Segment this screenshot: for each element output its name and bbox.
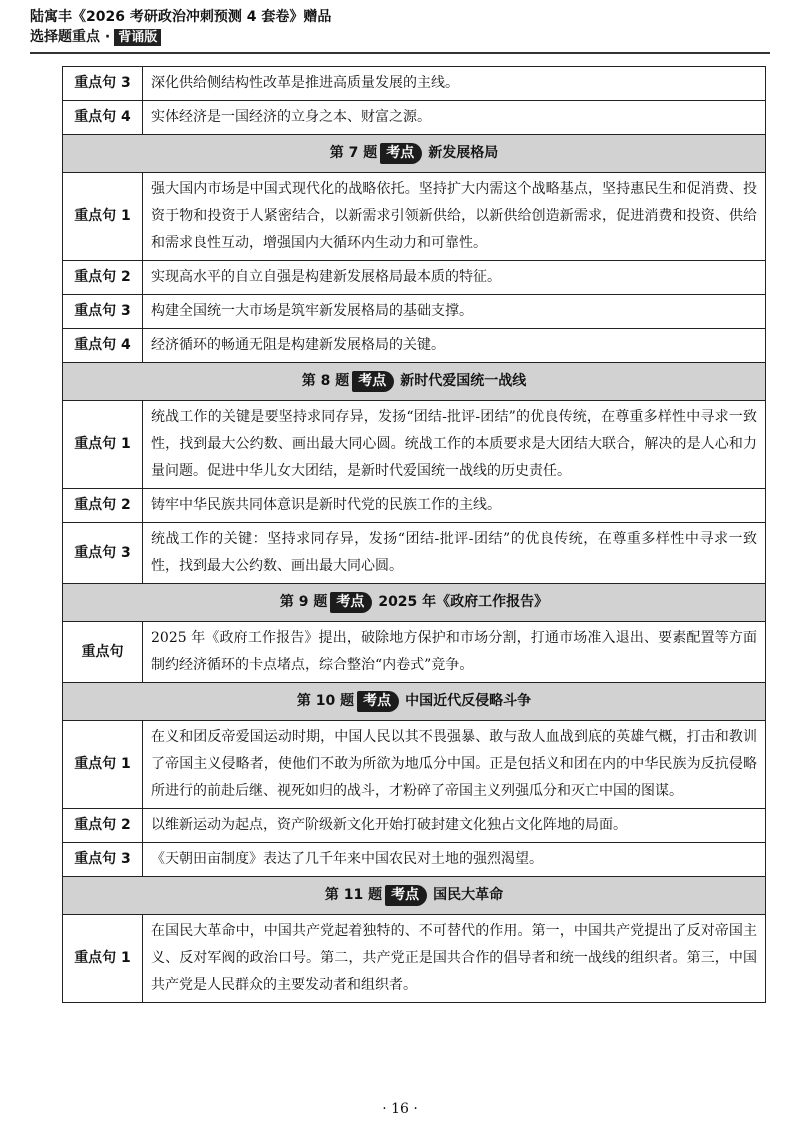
section-header-row bbox=[63, 363, 766, 401]
section-topic: 国民大革命 bbox=[433, 887, 504, 903]
question-number: 第 10 题 bbox=[296, 693, 355, 709]
row-label: 重点句 2 bbox=[63, 809, 143, 843]
section-header bbox=[63, 363, 766, 401]
row-text: 经济循环的畅通无阻是构建新发展格局的关键。 bbox=[143, 329, 766, 363]
row-label: 重点句 3 bbox=[63, 523, 143, 584]
row-label: 重点句 4 bbox=[63, 329, 143, 363]
header-divider bbox=[30, 52, 770, 54]
row-text: 在国民大革命中，中国共产党起着独特的、不可替代的作用。第一，中国共产党提出了反对帝国主义、反对军阀的政治口号。第二，共产党正是国共合作的倡导者和统一战线的组织者。第三，中国共产党是人民群众的主要发动者和组织者。 bbox=[143, 915, 766, 1003]
kaodian-badge: 考点 bbox=[385, 885, 427, 906]
question-number: 第 8 题 bbox=[301, 373, 350, 389]
table-row bbox=[63, 261, 766, 295]
kaodian-badge: 考点 bbox=[330, 592, 372, 613]
section-header bbox=[63, 877, 766, 915]
edition-tag: 背诵版 bbox=[114, 29, 161, 46]
key-sentence-table bbox=[62, 66, 766, 1003]
table-row bbox=[63, 489, 766, 523]
question-number: 第 7 题 bbox=[329, 145, 378, 161]
row-label: 重点句 3 bbox=[63, 67, 143, 101]
row-text: 在义和团反帝爱国运动时期，中国人民以其不畏强暴、敢与敌人血战到底的英雄气概，打击和教训了帝国主义侵略者，使他们不敢为所欲为地瓜分中国。正是包括义和团在内的中华民族为反抗侵略所进行的前赴后继、视死如归的战斗，才粉碎了帝国主义列强瓜分和灭亡中国的图谋。 bbox=[143, 721, 766, 809]
row-label: 重点句 2 bbox=[63, 489, 143, 523]
header-subtitle bbox=[30, 28, 770, 46]
row-text: 以维新运动为起点，资产阶级新文化开始打破封建文化独占文化阵地的局面。 bbox=[143, 809, 766, 843]
row-label: 重点句 1 bbox=[63, 173, 143, 261]
table-row bbox=[63, 843, 766, 877]
row-label: 重点句 1 bbox=[63, 721, 143, 809]
row-text: 铸牢中华民族共同体意识是新时代党的民族工作的主线。 bbox=[143, 489, 766, 523]
row-text: 实现高水平的自立自强是构建新发展格局最本质的特征。 bbox=[143, 261, 766, 295]
table-row bbox=[63, 721, 766, 809]
row-label: 重点句 2 bbox=[63, 261, 143, 295]
question-number: 第 11 题 bbox=[324, 887, 383, 903]
row-text: 深化供给侧结构性改革是推进高质量发展的主线。 bbox=[143, 67, 766, 101]
question-number: 第 9 题 bbox=[279, 594, 328, 610]
table-row bbox=[63, 173, 766, 261]
row-label: 重点句 4 bbox=[63, 101, 143, 135]
row-label: 重点句 3 bbox=[63, 843, 143, 877]
section-header-row bbox=[63, 135, 766, 173]
table-body bbox=[63, 67, 766, 1003]
row-text: 强大国内市场是中国式现代化的战略依托。坚持扩大内需这个战略基点，坚持惠民生和促消费、投资于物和投资于人紧密结合，以新需求引领新供给，以新供给创造新需求，促进消费和投资、供给和需求良性互动，增强国内大循环内生动力和可靠性。 bbox=[143, 173, 766, 261]
row-label: 重点句 1 bbox=[63, 915, 143, 1003]
row-text: 统战工作的关键：坚持求同存异，发扬“团结-批评-团结”的优良传统，在尊重多样性中寻求一致性，找到最大公约数、画出最大同心圆。 bbox=[143, 523, 766, 584]
section-topic: 新时代爱国统一战线 bbox=[400, 373, 527, 389]
row-label: 重点句 1 bbox=[63, 401, 143, 489]
table-row bbox=[63, 622, 766, 683]
page-header bbox=[30, 8, 770, 46]
table-row bbox=[63, 101, 766, 135]
row-label: 重点句 3 bbox=[63, 295, 143, 329]
row-text: 构建全国统一大市场是筑牢新发展格局的基础支撑。 bbox=[143, 295, 766, 329]
page-number: · 16 · bbox=[382, 1101, 418, 1117]
section-header bbox=[63, 135, 766, 173]
section-topic: 中国近代反侵略斗争 bbox=[405, 693, 532, 709]
table-row bbox=[63, 67, 766, 101]
kaodian-badge: 考点 bbox=[352, 371, 394, 392]
section-header bbox=[63, 584, 766, 622]
book-title: 陆寓丰《2026 考研政治冲刺预测 4 套卷》赠品 bbox=[30, 9, 332, 25]
row-text: 实体经济是一国经济的立身之本、财富之源。 bbox=[143, 101, 766, 135]
section-topic: 2025 年《政府工作报告》 bbox=[378, 594, 549, 610]
section-topic: 新发展格局 bbox=[428, 145, 499, 161]
row-text: 2025 年《政府工作报告》提出，破除地方保护和市场分割，打通市场准入退出、要素配置等方面制约经济循环的卡点堵点，综合整治“内卷式”竞争。 bbox=[143, 622, 766, 683]
table-row bbox=[63, 329, 766, 363]
section-header-row bbox=[63, 877, 766, 915]
section-header bbox=[63, 683, 766, 721]
row-label: 重点句 bbox=[63, 622, 143, 683]
table-row bbox=[63, 915, 766, 1003]
table-row bbox=[63, 523, 766, 584]
row-text: 《天朝田亩制度》表达了几千年来中国农民对土地的强烈渴望。 bbox=[143, 843, 766, 877]
table-row bbox=[63, 401, 766, 489]
row-text: 统战工作的关键是要坚持求同存异，发扬“团结-批评-团结”的优良传统，在尊重多样性中寻求一致性，找到最大公约数、画出最大同心圆。统战工作的本质要求是大团结大联合，解决的是人心和力量问题。促进中华儿女大团结，是新时代爱国统一战线的历史责任。 bbox=[143, 401, 766, 489]
section-header-row bbox=[63, 683, 766, 721]
table-row bbox=[63, 809, 766, 843]
kaodian-badge: 考点 bbox=[380, 143, 422, 164]
section-header-row bbox=[63, 584, 766, 622]
header-section-label: 选择题重点 · bbox=[30, 29, 111, 45]
table-row bbox=[63, 295, 766, 329]
kaodian-badge: 考点 bbox=[357, 691, 399, 712]
